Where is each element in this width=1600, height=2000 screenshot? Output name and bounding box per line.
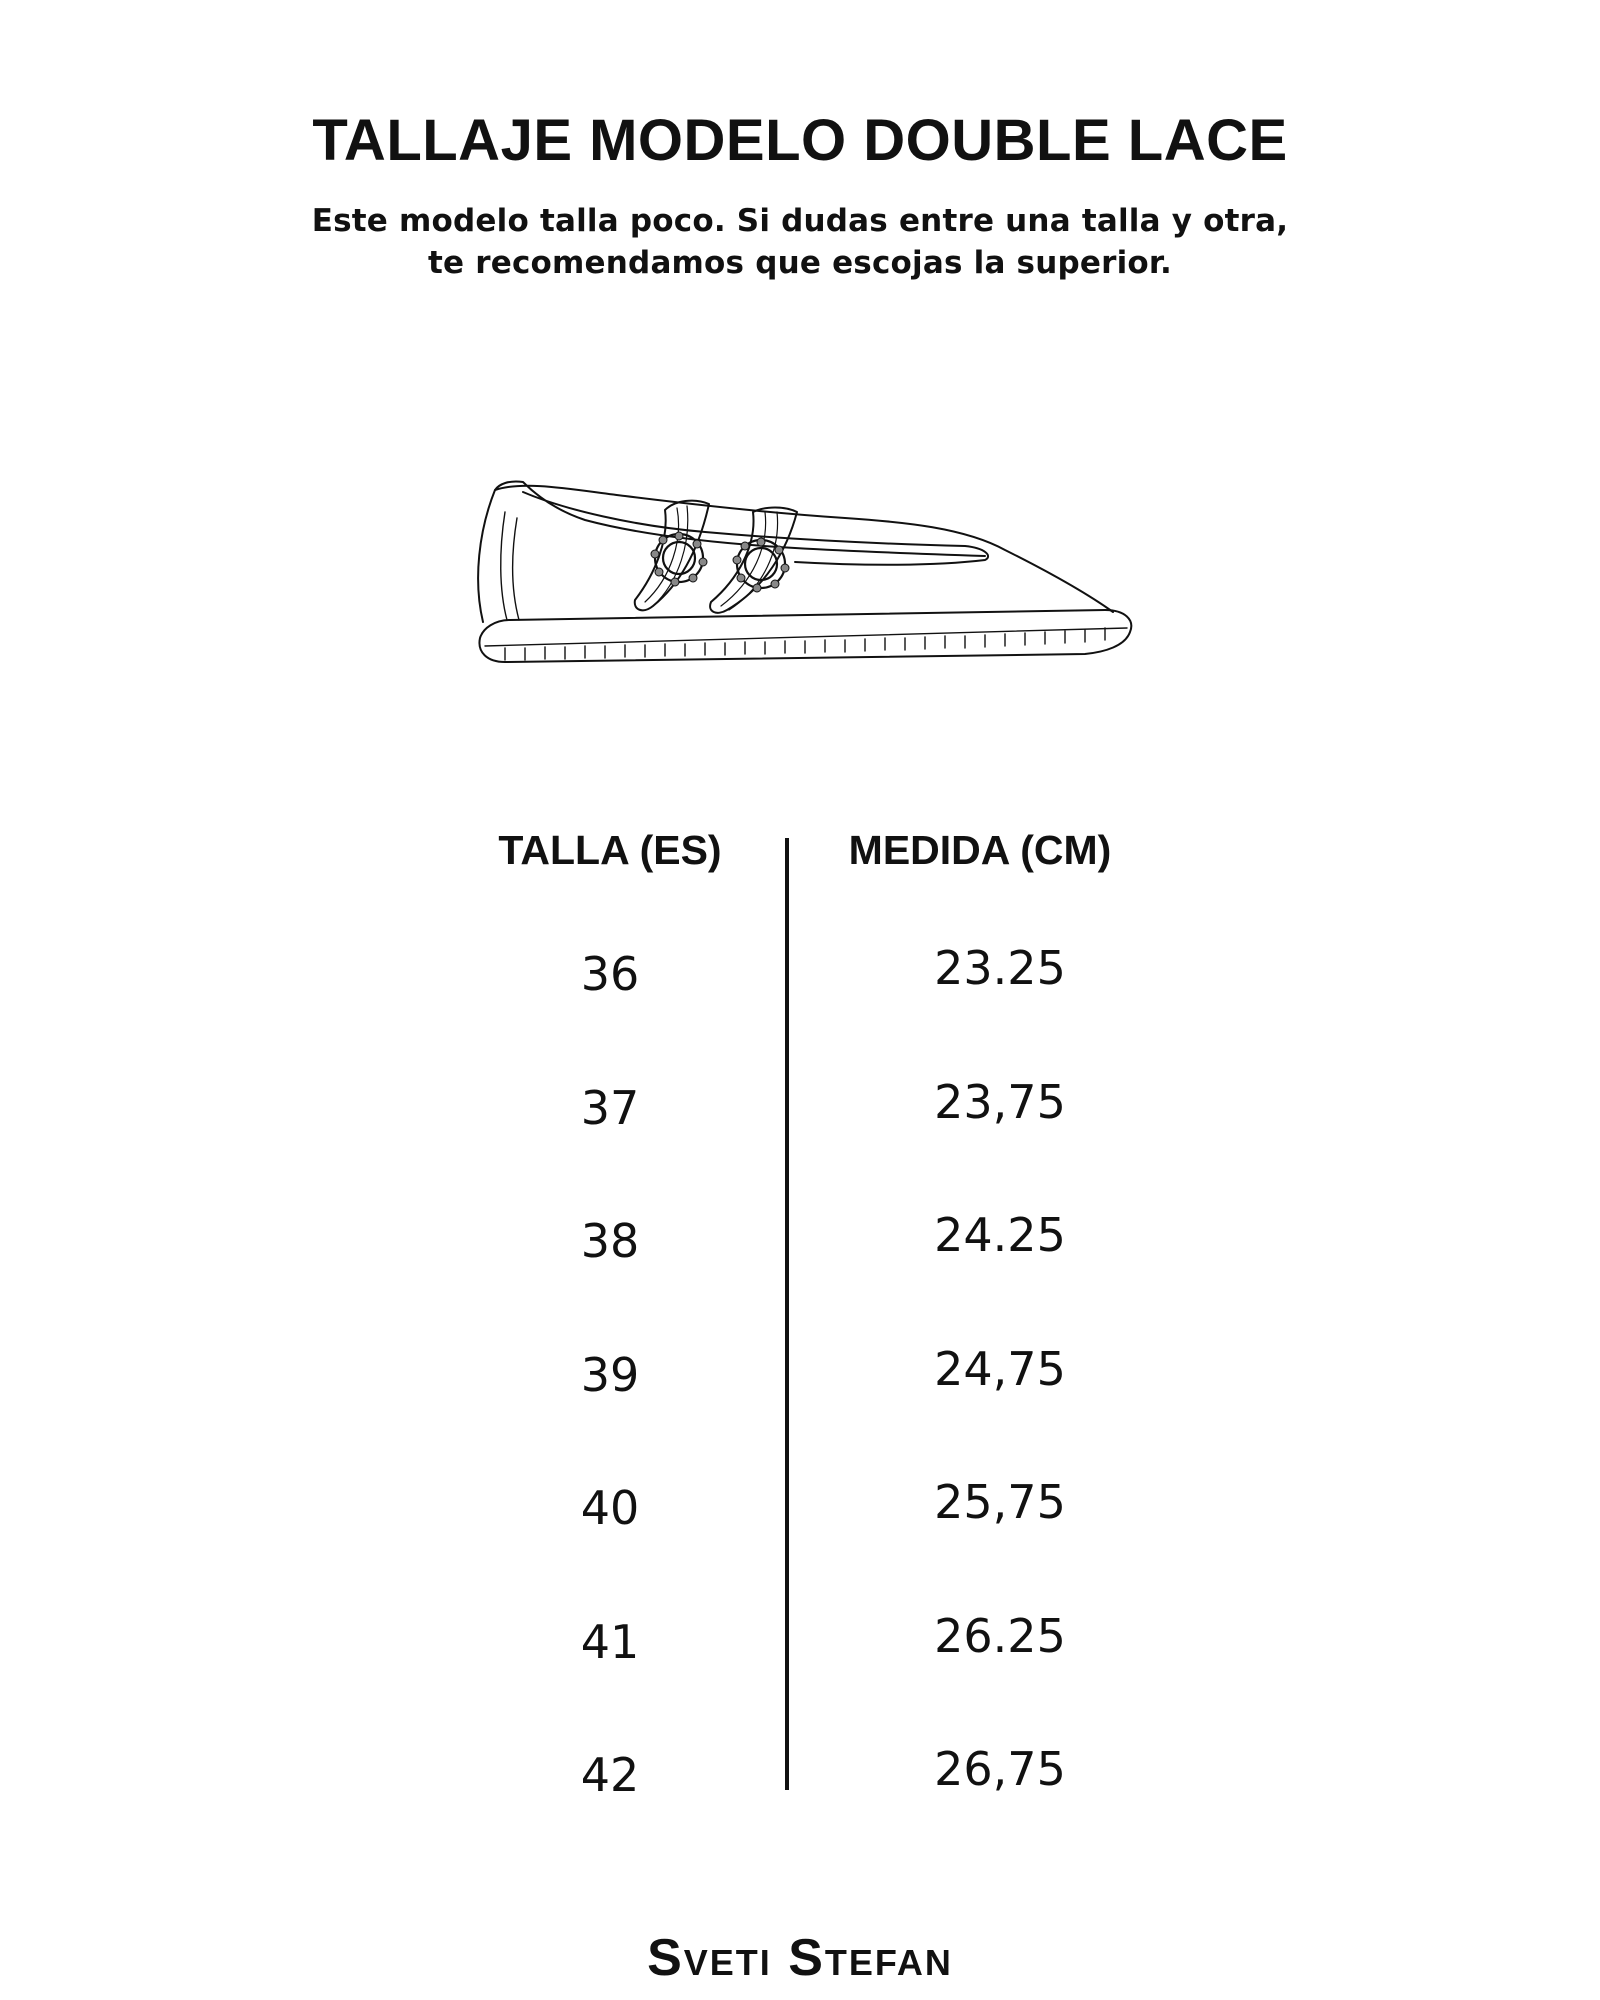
table-row (0, 1208, 1600, 1272)
subtitle-line-1: Este modelo talla poco. Si dudas entre una talla y otra, (311, 203, 1289, 239)
subtitle-line-2: te recomendamos que escojas la superior. (428, 245, 1172, 281)
page-title: TALLAJE MODELO DOUBLE LACE (312, 108, 1288, 173)
size-value: 40 (580, 1481, 640, 1535)
measure-value: 26.25 (934, 1609, 1066, 1663)
measure-value: 24,75 (934, 1342, 1066, 1396)
measure-value: 23,75 (934, 1075, 1066, 1129)
size-value: 42 (580, 1748, 640, 1802)
brand-logo-text: Sveti Stefan (647, 1929, 953, 1987)
table-row (0, 941, 1600, 1005)
column-header-size: TALLA (ES) (498, 827, 722, 873)
shoe-line-drawing-icon (465, 470, 1145, 700)
table-row (0, 1742, 1600, 1806)
size-value: 36 (580, 947, 640, 1001)
measure-value: 24.25 (934, 1208, 1066, 1262)
measure-value: 23.25 (934, 941, 1066, 995)
table-row (0, 1075, 1600, 1139)
page-subtitle (0, 200, 1600, 284)
size-value: 38 (580, 1214, 640, 1268)
size-value: 39 (580, 1348, 640, 1402)
size-value: 41 (580, 1615, 640, 1669)
table-row (0, 1342, 1600, 1406)
column-header-measure: MEDIDA (CM) (848, 827, 1112, 873)
measure-value: 26,75 (934, 1742, 1066, 1796)
table-row (0, 1475, 1600, 1539)
table-row (0, 1609, 1600, 1673)
measure-value: 25,75 (934, 1475, 1066, 1529)
size-value: 37 (580, 1081, 640, 1135)
